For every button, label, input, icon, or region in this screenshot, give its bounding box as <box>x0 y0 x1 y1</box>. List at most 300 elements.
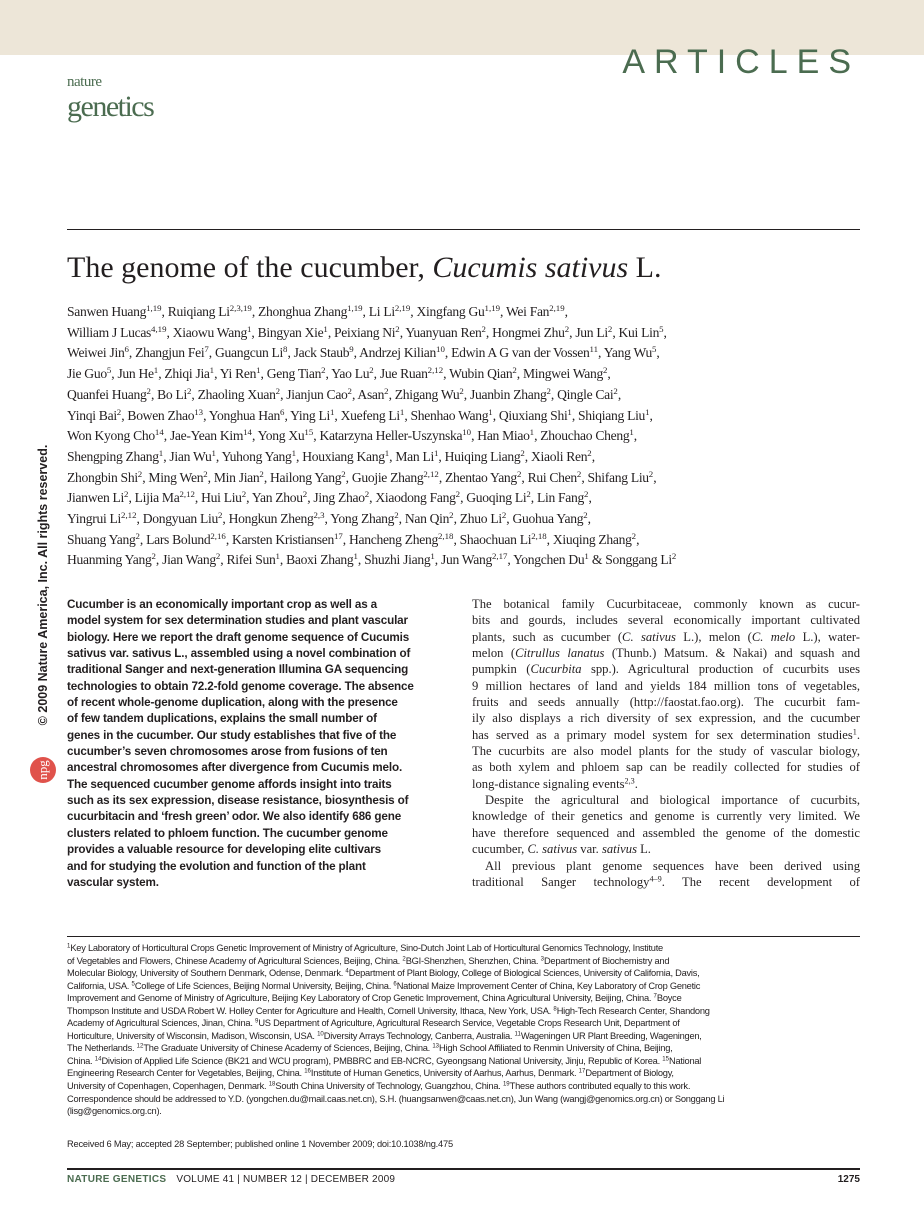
author-name: Huanming Yang <box>67 552 152 568</box>
text-run: Key Laboratory of Horticultural Crops Genetic Improvement of Ministry of Agriculture, Sino-Dutch Joint Lab of Horticultural Genomics Technology, Institute <box>70 943 663 953</box>
abstract-line: technologies to obtain 72.2-fold genome coverage. The absence <box>67 679 414 693</box>
text-run: China. <box>67 1055 95 1066</box>
author-affiliation: 1 <box>433 448 439 459</box>
body-line <box>472 612 860 628</box>
affiliation-line <box>67 942 867 955</box>
author-name: Wei Fan <box>505 304 550 319</box>
author <box>258 428 314 443</box>
author-line: Shuang Yang$^2$, Lars Bolund$^{2,16}$, Karsten Kristiansen$^{17}$, Hancheng Zheng$^{2,18}$, Shaochuan Li$^{2,18}$, Xiuqing Zhang$^2$, <box>67 530 640 547</box>
author-name: Bowen Zhao <box>127 407 195 423</box>
author-name: Zhiqi Jia <box>164 366 210 382</box>
author-name: Hongmei Zhu <box>492 324 565 340</box>
affiliation-line <box>67 1093 867 1106</box>
superscript: 11 <box>514 1031 521 1038</box>
text-run: Improvement and Genome of Ministry of Agriculture, Beijing Key Laboratory of Crop Genetic Improvement, China Agricultural University, Beijing, China. <box>67 993 654 1004</box>
italic-text: C. melo <box>751 629 796 644</box>
body-line <box>472 841 860 857</box>
section-label: ARTICLES <box>622 43 860 81</box>
author-affiliation: 6 <box>124 344 129 355</box>
text-run: Despite the agricultural and biological importance of cucurbits, <box>485 793 860 808</box>
author <box>395 387 464 402</box>
author <box>331 366 373 381</box>
body-line <box>472 759 860 775</box>
author-affiliation: 2 <box>546 385 551 396</box>
text-run: long-distance signaling events <box>472 776 625 791</box>
text-run: The Netherlands. <box>67 1043 137 1054</box>
author <box>302 449 389 464</box>
author-name: Nan Qin <box>404 511 450 527</box>
author-affiliation: 1 <box>323 323 328 334</box>
author <box>395 449 438 464</box>
author <box>162 552 220 567</box>
author-affiliation: 2 <box>347 385 352 396</box>
affiliation-line <box>67 955 867 968</box>
author-name: Ming Wen <box>148 469 204 485</box>
author-name: Yuhong Yang <box>221 448 292 464</box>
author-line: Jianwen Li$^2$, Lijia Ma$^{2,12}$, Hui Liu$^2$, Yan Zhou$^2$, Jing Zhao$^2$, Xiaodong Fang$^2$, Guoqing Li$^2$, Lin Fang$^2$, <box>67 489 592 506</box>
author-line: Yinqi Bai$^2$, Bowen Zhao$^{13}$, Yonghua Han$^6$, Ying Li$^1$, Xuefeng Li$^1$, Shenhao Wang$^1$, Qiuxiang Shi$^1$, Shiqiang Liu$^1$, <box>67 406 653 423</box>
author-name: Man Li <box>395 448 434 464</box>
text-run: L.), melon ( <box>675 629 752 644</box>
author-affiliation: 2 <box>259 468 264 479</box>
author <box>528 470 582 485</box>
author <box>460 511 507 526</box>
author <box>258 325 328 340</box>
text-run: National Maize Improvement Center of China, Key Laboratory of Crop Genetic <box>396 980 701 991</box>
author-name: Jian Wang <box>162 552 216 568</box>
author-name: Qingle Cai <box>557 386 614 402</box>
author-affiliation: 2 <box>384 385 389 396</box>
author-affiliation: 2 <box>275 385 281 396</box>
author-affiliation: 2 <box>631 530 637 541</box>
author <box>470 387 551 402</box>
footer-rule <box>67 1168 860 1170</box>
author-affiliation: 2 <box>203 468 208 479</box>
author-affiliation: 2 <box>584 489 589 500</box>
superscript: 13 <box>432 1044 440 1051</box>
author-affiliation: 1 <box>629 427 634 438</box>
affiliation-line <box>67 967 867 980</box>
author-affiliation: 2 <box>576 468 582 479</box>
superscript: 6 <box>393 981 397 988</box>
author-name: Houxiang Kang <box>302 448 385 464</box>
author <box>531 449 592 464</box>
author-affiliation: 1 <box>384 448 390 459</box>
author-name: Andrzej Kilian <box>359 345 437 361</box>
author-name: Lars Bolund <box>146 531 211 547</box>
author <box>67 345 129 360</box>
author-line: Won Kyong Cho$^{14}$, Jae-Yean Kim$^{14}$, Yong Xu$^{15}$, Katarzyna Heller-Uszynska$^{10}$, Han Miao$^1$, Zhouchao Cheng$^1$, <box>67 427 637 444</box>
author-affiliation: 6 <box>280 406 285 417</box>
author-name: Xiaowu Wang <box>172 324 247 340</box>
superscript: 1 <box>67 943 71 950</box>
author <box>319 428 471 443</box>
author <box>226 552 279 567</box>
superscript: 2 <box>402 956 406 963</box>
author-affiliation: 2 <box>218 510 223 521</box>
author-name: Rifei Sun <box>226 552 276 568</box>
author-affiliation: 14 <box>243 427 252 438</box>
author-name: William J Lucas <box>67 324 152 340</box>
body-line <box>472 710 860 726</box>
affiliation-line <box>67 1105 867 1118</box>
author-name: Lijia Ma <box>134 490 180 506</box>
author <box>375 490 460 505</box>
text-run: cucumber, <box>472 842 528 857</box>
author <box>405 511 454 526</box>
author-name: Guohua Yang <box>512 511 584 527</box>
body-line <box>472 874 860 890</box>
author-name: Jae-Yean Kim <box>169 428 244 444</box>
author <box>173 325 252 340</box>
superscript: 15 <box>662 1056 669 1063</box>
author-name: Yong Xu <box>257 428 305 444</box>
author-affiliation: 2 <box>116 406 122 417</box>
affiliation-line <box>67 980 867 993</box>
author-name: Shuzhi Jiang <box>364 552 431 568</box>
text-run: College of Life Sciences, Beijing Normal University, Beijing, China. <box>134 980 394 991</box>
affiliation-line <box>67 1005 867 1018</box>
text-run: The Graduate University of Chinese Academy of Sciences, Beijing, China. <box>143 1043 433 1054</box>
author-affiliation: 1,19 <box>146 303 162 314</box>
text-run: L. <box>636 842 651 857</box>
author-affiliation: 1 <box>246 323 252 334</box>
text-run: Boyce <box>656 993 682 1004</box>
superscript: 14 <box>94 1056 102 1063</box>
superscript: 3 <box>540 956 544 963</box>
author <box>67 366 111 381</box>
author-line: William J Lucas$^{4,19}$, Xiaowu Wang$^1$, Bingyan Xie$^1$, Peixiang Ni$^2$, Yuanyuan Ren$^2$, Hongmei Zhu$^2$, Jun Li$^2$, Kui Lin$^5$, <box>67 323 667 340</box>
text-run: All previous plant genome sequences have been derived using <box>485 858 860 873</box>
author <box>258 304 363 319</box>
author-name: Guoqing Li <box>466 490 527 506</box>
author <box>441 552 507 567</box>
superscript: 17 <box>578 1069 586 1076</box>
body-line <box>472 661 860 677</box>
author-line: Shengping Zhang$^1$, Jian Wu$^1$, Yuhong Yang$^1$, Houxiang Kang$^1$, Man Li$^1$, Huiqing Liang$^2$, Xiaoli Ren$^2$, <box>67 448 595 464</box>
superscript: 12 <box>136 1044 144 1051</box>
author <box>604 345 657 360</box>
author-conjunction: & <box>588 552 606 568</box>
author-name: Jianjun Cao <box>286 386 348 402</box>
author <box>588 470 654 485</box>
body-line <box>472 694 860 710</box>
author-line: Jie Guo$^5$, Jun He$^1$, Zhiqi Jia$^1$, Yi Ren$^1$, Geng Tian$^2$, Yao Lu$^2$, Jue Ruan$^{2,12}$, Wubin Qian$^2$, Mingwei Wang$^2$, <box>67 365 611 382</box>
author-affiliation: 2 <box>613 385 618 396</box>
text-run: fruits and seeds annually (http://faostat.fao.org). The cucurbit fam- <box>472 695 860 710</box>
author-affiliation: 1,19 <box>484 303 500 314</box>
author-name: Shaochuan Li <box>459 531 532 547</box>
author-affiliation: 1 <box>645 406 650 417</box>
author <box>477 428 534 443</box>
footnote-rule <box>67 936 860 937</box>
text-run: have therefore sequenced and assembled the genome of the domestic <box>472 825 860 840</box>
text-run: The cucurbits are also model plants for the study of vascular biology, <box>472 744 860 759</box>
author-affiliation: 2 <box>302 489 308 500</box>
superscript: 8 <box>553 1006 557 1013</box>
text-run: Correspondence should be addressed to Y.D. (yongchen.du@mail.caas.net.cn), S.H. (huangsanwen@caas.net.cn), Jun Wang (wangj@genomics.org.cn) or Songgang Li <box>67 1093 725 1104</box>
text-run: Engineering Research Center for Vegetables, Beijing, China. <box>67 1068 305 1079</box>
author-affiliation: 2 <box>369 365 374 376</box>
author <box>369 304 411 319</box>
author <box>143 511 223 526</box>
affiliations <box>67 942 867 1118</box>
author <box>214 470 264 485</box>
italic-text: C. sativus <box>527 842 578 857</box>
author-name: Jun Li <box>575 324 608 340</box>
copyright-notice: © 2009 Nature America, Inc. All rights reserved. <box>36 444 50 726</box>
author-affiliation: 5 <box>659 323 664 334</box>
author-affiliation: 2 <box>459 385 464 396</box>
author-name: Zhonghua Zhang <box>258 304 348 319</box>
author-name: Jing Zhao <box>313 490 365 506</box>
author <box>67 428 164 443</box>
text-run: Department of Biology, <box>585 1068 674 1079</box>
text-run: Diversity Arrays Technology, Canberra, Australia. <box>323 1030 515 1041</box>
author <box>67 552 156 567</box>
author-name: Juanbin Zhang <box>469 386 547 402</box>
author-name: Baoxi Zhang <box>286 552 354 568</box>
text-run: . <box>856 727 860 742</box>
author <box>334 325 400 340</box>
author <box>286 552 358 567</box>
author-name: Xuefeng Li <box>340 407 400 423</box>
text-run: . The recent development of <box>661 874 860 889</box>
text-run: High School Affiliated to Renmin University of China, Beijing, <box>439 1043 673 1054</box>
author-affiliation: 2 <box>603 365 608 376</box>
abstract-line: genes in the cucumber. Our study establishes that five of the <box>67 728 397 742</box>
author <box>117 366 158 381</box>
author-line: Huanming Yang$^2$, Jian Wang$^2$, Rifei Sun$^1$, Baoxi Zhang$^1$, Shuzhi Jiang$^1$, Jun Wang$^{2,17}$, Yongchen Du$^1$ & Songgang Li$^2$ <box>67 551 677 568</box>
author-affiliation: 2,12 <box>427 365 444 376</box>
author-affiliation: 17 <box>333 530 343 541</box>
author-name: Yuanyuan Ren <box>405 324 482 340</box>
text-run: BGI-Shenzhen, Shenzhen, China. <box>405 955 541 966</box>
text-run: var. <box>577 842 602 857</box>
abstract-line: traditional Sanger and next-generation Illumina GA sequencing <box>67 663 409 677</box>
author <box>146 532 226 547</box>
page-footer <box>67 1174 860 1185</box>
author-name: Hancheng Zheng <box>348 531 439 547</box>
author-name: Dongyuan Liu <box>142 511 218 527</box>
italic-text: Citrullus lanatus <box>515 646 605 661</box>
author-affiliation: 2,17 <box>491 551 508 562</box>
superscript: 19 <box>502 1081 510 1088</box>
italic-text: C. sativus <box>622 629 676 644</box>
author-affiliation: 13 <box>194 406 204 417</box>
affiliation-line <box>67 1055 867 1068</box>
author <box>222 449 296 464</box>
author <box>605 552 676 567</box>
text-run: (Thunb.) Matsum. & Nakai) and squash and <box>604 646 860 661</box>
author-affiliation: 2 <box>394 510 399 521</box>
affiliation-line <box>67 1017 867 1030</box>
author-affiliation: 2,16 <box>210 530 226 541</box>
author-name: Zhongbin Shi <box>67 469 138 485</box>
title-species: Cucumis sativus <box>432 251 629 284</box>
author <box>513 552 589 567</box>
text-run: Department of Biochemistry and <box>543 955 670 966</box>
author <box>209 408 285 423</box>
text-run: as both xylem and phloem sap can be readily collected for studies of <box>472 760 860 775</box>
abstract-line: such as its sex expression, disease resistance, biosynthesis of <box>67 794 409 808</box>
abstract <box>67 597 452 891</box>
text-run: Wageningen UR Plant Breeding, Wageningen, <box>520 1030 702 1041</box>
author-affiliation: 2,19 <box>549 303 565 314</box>
body-line <box>472 629 860 645</box>
affiliation-line <box>67 992 867 1005</box>
author-name: Mingwei Wang <box>522 366 603 382</box>
author-affiliation: 2 <box>516 468 522 479</box>
body-line <box>472 743 860 759</box>
author-name: Ying Li <box>290 407 330 423</box>
author-affiliation: 2 <box>341 468 346 479</box>
author-name: Won Kyong Cho <box>67 428 155 444</box>
author-affiliation: 2,19 <box>394 303 411 314</box>
text-run: South China University of Technology, Guangzhou, China. <box>275 1081 503 1092</box>
author <box>451 345 598 360</box>
author-name: Peixiang Ni <box>334 324 396 340</box>
author-name: Shenhao Wang <box>410 407 489 423</box>
author-affiliation: 2 <box>587 448 592 459</box>
author-name: Xingfang Gu <box>416 304 485 319</box>
author-affiliation: 1 <box>153 365 159 376</box>
superscript: 5 <box>131 981 135 988</box>
author <box>135 490 195 505</box>
author <box>252 490 307 505</box>
text-run: Horticulture, University of Wisconsin, Madison, Wisconsin, USA. <box>67 1030 318 1041</box>
author-affiliation: 2 <box>455 489 461 500</box>
author <box>67 449 163 464</box>
author <box>67 387 151 402</box>
author-name: Shuang Yang <box>67 531 136 547</box>
affiliation-line <box>67 1030 867 1043</box>
author <box>220 366 261 381</box>
received-dates: Received 6 May; accepted 28 September; published online 1 November 2009; doi:10.1038/ng.475 <box>67 1139 453 1149</box>
author-name: Yonghua Han <box>208 407 281 423</box>
author-name: Shifang Liu <box>587 469 649 485</box>
author <box>553 532 636 547</box>
author <box>460 532 547 547</box>
page-number: 1275 <box>837 1174 860 1185</box>
author-affiliation: 10 <box>436 344 445 355</box>
author-affiliation: 2 <box>364 489 370 500</box>
author-affiliation: 2 <box>501 510 507 521</box>
author-affiliation: 1,19 <box>347 303 363 314</box>
author-name: Jack Staub <box>293 345 350 361</box>
text-run: University of Copenhagen, Copenhagen, Denmark. <box>67 1081 269 1092</box>
abstract-line: Cucumber is an economically important crop as well as a <box>67 598 378 611</box>
author <box>148 470 207 485</box>
text-run: Molecular Biology, University of Southern Denmark, Odense, Denmark. <box>67 968 346 979</box>
author <box>405 325 485 340</box>
author-affiliation: 1 <box>567 406 572 417</box>
author-affiliation: 2,18 <box>438 530 454 541</box>
author-affiliation: 7 <box>204 344 209 355</box>
author-line: Yingrui Li$^{2,12}$, Dongyuan Liu$^2$, Hongkun Zheng$^{2,3}$, Yong Zhang$^2$, Nan Qin$^2$, Zhuo Li$^2$, Guohua Yang$^2$, <box>67 510 591 527</box>
author-name: Jue Ruan <box>379 366 428 382</box>
text-run: High-Tech Research Center, Shandong <box>556 1005 710 1016</box>
title-suffix: L. <box>628 251 662 284</box>
author <box>499 408 572 423</box>
author-affiliation: 1 <box>275 551 280 562</box>
author <box>164 366 214 381</box>
author-affiliation: 2 <box>449 510 454 521</box>
abstract-line: biology. Here we report the draft genome sequence of Cucumis <box>67 630 410 644</box>
abstract-line: of few tandem duplications, explains the small number of <box>67 712 377 726</box>
author <box>270 470 346 485</box>
title-text: The genome of the cucumber, <box>67 251 433 284</box>
author <box>67 408 121 423</box>
author-affiliation: 4,19 <box>151 323 167 334</box>
author-name: Zhentao Yang <box>445 469 517 485</box>
affiliation-line <box>67 1042 867 1055</box>
author-affiliation: 1 <box>329 406 335 417</box>
author-affiliation: 2 <box>512 365 517 376</box>
author <box>286 387 352 402</box>
abstract-line: ancestral chromosomes after divergence from Cucumis melo. <box>67 761 403 775</box>
author-name: Yan Zhou <box>251 490 303 506</box>
text-run: (lisg@genomics.org.cn). <box>67 1106 162 1117</box>
author-affiliation: 2 <box>124 489 129 500</box>
superscript: 16 <box>304 1069 311 1076</box>
logo-genetics: genetics <box>67 90 154 123</box>
author-affiliation: 1 <box>158 448 164 459</box>
author-name: Hongkun Zheng <box>228 511 314 527</box>
author <box>67 511 136 526</box>
footer-journal: NATURE GENETICS <box>67 1174 167 1185</box>
body-line <box>472 825 860 841</box>
author-name: Hui Liu <box>201 490 242 506</box>
author <box>330 511 398 526</box>
abstract-line: cucumber’s seven chromosomes arose from fusions of ten <box>67 745 388 759</box>
author-name: Jie Guo <box>67 366 107 382</box>
author-affiliation: 2,18 <box>531 530 547 541</box>
author-line: Sanwen Huang$^{1,19}$, Ruiqiang Li$^{2,3,19}$, Zhonghua Zhang$^{1,19}$, Li Li$^{2,19}$, Xingfang Gu$^{1,19}$, Wei Fan$^{2,19}$, <box>67 303 568 319</box>
author-affiliation: 2 <box>564 323 570 334</box>
author <box>523 366 607 381</box>
author-name: Zhouchao Cheng <box>540 428 630 444</box>
author-name: Rui Chen <box>527 469 577 485</box>
author-affiliation: 2 <box>215 551 221 562</box>
author-affiliation: 1 <box>211 448 216 459</box>
author-name: Min Jian <box>213 469 260 485</box>
author-name: Yongchen Du <box>513 552 585 568</box>
author-affiliation: 2 <box>520 448 525 459</box>
author-line: Weiwei Jin$^6$, Zhangjun Fei$^7$, Guangcun Li$^8$, Jack Staub$^9$, Andrzej Kilian$^{10}$, Edwin A G van der Vossen$^{11}$, Yang Wu$^5$, <box>67 344 660 361</box>
author-name: Huiqing Liang <box>444 448 521 464</box>
author-affiliation: 14 <box>154 427 164 438</box>
author-affiliation: 1 <box>584 551 589 562</box>
author-line: Zhongbin Shi$^2$, Ming Wen$^2$, Min Jian$^2$, Hailong Yang$^2$, Guojie Zhang$^{2,12}$, Zhentao Yang$^2$, Rui Chen$^2$, Shifang Liu$^2$, <box>67 468 657 485</box>
author-affiliation: 1 <box>256 365 261 376</box>
author <box>313 490 369 505</box>
text-run: Division of Applied Life Science (BK21 and WCU program), PMBBRC and EB-NCRC, Gyeongsang National University, Jinju, Republic of Korea. <box>101 1055 663 1066</box>
author-name: Han Miao <box>477 428 530 444</box>
author-name: Weiwei Jin <box>67 345 125 361</box>
author-affiliation: 1 <box>291 448 296 459</box>
superscript: 2,3 <box>624 776 635 786</box>
logo-nature: nature <box>67 74 102 90</box>
author-affiliation: 2,3 <box>313 510 325 521</box>
journal-logo[interactable] <box>67 74 153 123</box>
abstract-line: vascular system. <box>67 875 159 889</box>
author-name: Yong Zhang <box>330 511 395 527</box>
author <box>352 470 439 485</box>
author <box>540 428 633 443</box>
author-affiliation: 2,12 <box>121 510 137 521</box>
body-line <box>472 776 860 792</box>
